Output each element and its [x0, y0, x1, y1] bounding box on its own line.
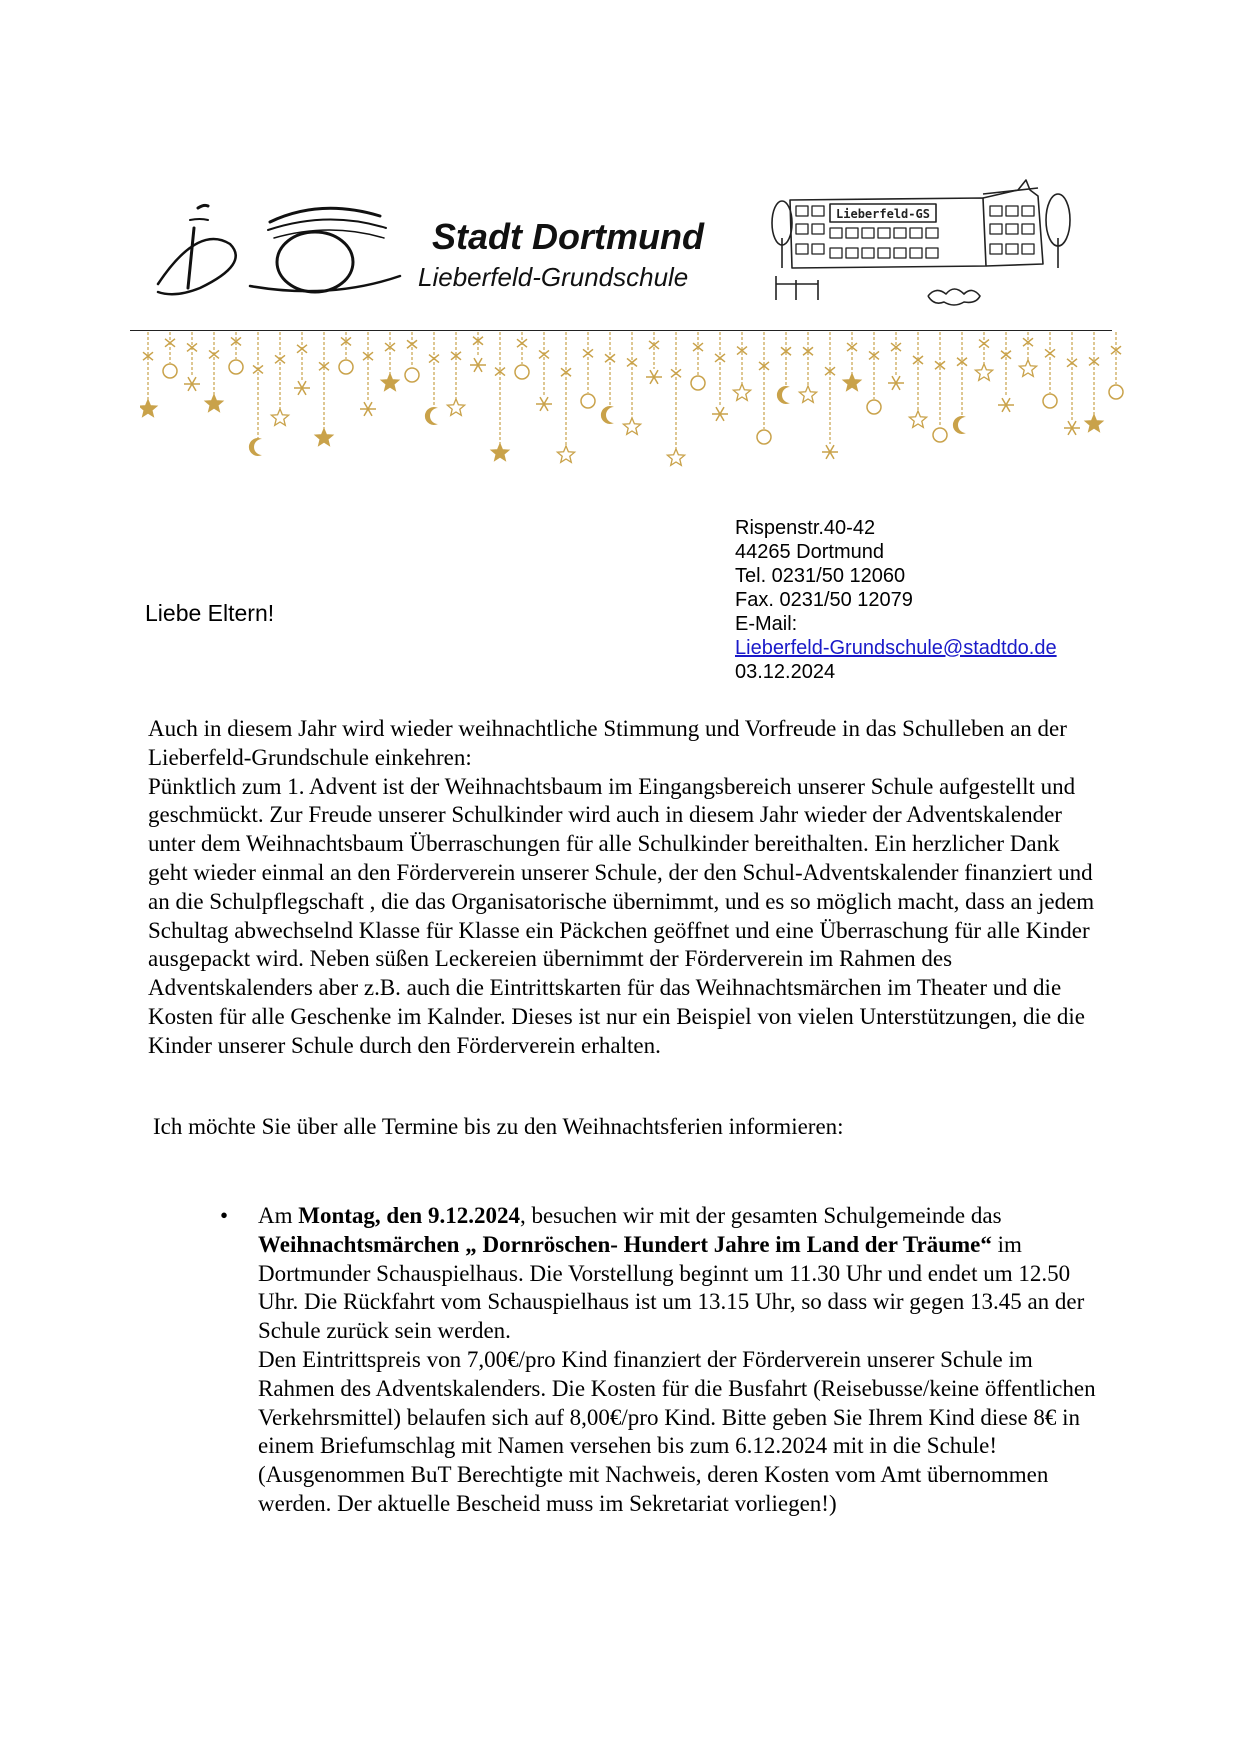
- address-phone: Tel. 0231/50 12060: [735, 565, 906, 587]
- school-name: Lieberfeld-Grundschule: [418, 262, 689, 292]
- ornament: [953, 332, 967, 434]
- school-sign-text: Lieberfeld-GS: [836, 207, 930, 221]
- ornament: [646, 332, 662, 384]
- school-building-drawing: [768, 168, 1078, 313]
- city-name: Stadt Dortmund: [432, 216, 704, 257]
- event-title: Weihnachtsmärchen „ Dornröschen- Hundert Jahre im Land der Träume“: [258, 1231, 992, 1257]
- header-divider: [130, 330, 1112, 331]
- ornament: [933, 332, 947, 442]
- ornament: [888, 332, 904, 390]
- address-city: 44265 Dortmund: [735, 541, 884, 563]
- ornament: [799, 332, 816, 402]
- ornament: [733, 332, 750, 400]
- ornament: [601, 332, 615, 424]
- ornament: [536, 332, 552, 411]
- ornament: [1064, 332, 1080, 435]
- ornament: [867, 332, 881, 414]
- event-prefix: Am: [258, 1203, 299, 1228]
- ornament: [822, 332, 838, 459]
- ornament: [271, 332, 288, 425]
- ornament: [1109, 332, 1123, 399]
- ornament: [975, 332, 992, 380]
- ornament: [843, 332, 860, 390]
- ornament: [909, 332, 926, 427]
- ornament: [360, 332, 376, 416]
- email-link[interactable]: Lieberfeld-Grundschule@stadtdo.de: [735, 637, 1057, 659]
- ornament: [163, 332, 177, 378]
- ornament: [229, 332, 243, 374]
- event-description: [258, 1202, 1100, 1346]
- christmas-ornament-garland: [140, 332, 1130, 492]
- event-after-date: , besuchen wir mit der gesamten Schulgemeinde das: [519, 1203, 1002, 1228]
- school-address-block: [735, 516, 1057, 684]
- ornament: [1043, 332, 1057, 408]
- event-list: [220, 1202, 1100, 1519]
- ornament: [294, 332, 310, 395]
- address-fax: Fax. 0231/50 12079: [735, 589, 913, 611]
- ornament: [339, 332, 353, 374]
- ornament: [205, 332, 222, 411]
- event-date: Montag, den 9.12.2024: [298, 1203, 520, 1228]
- termine-intro: Ich möchte Sie über alle Termine bis zu den Weihnachtsferien informieren:: [153, 1114, 844, 1139]
- ornament: [1019, 332, 1036, 376]
- ornament: [712, 332, 728, 421]
- intro-paragraph: Pünktlich zum 1. Advent ist der Weihnachtsbaum im Eingangsbereich unserer Schule aufgestellt und geschmückt. Zur Freude unserer Schulkinder wird auch in diesem Jahr wieder der Adventskalender unter dem Weihnachtsbaum Überraschungen für alle Schulkinder bereithalten. Ein herzlicher Dank geht wieder einmal an den Förderverein unserer Schule, der den Schul-Adventskalender finanziert und an die Schulpflegschaft , die das Organisatorische übernimmt, und es so möglich macht, dass an jedem Schultag abwechselnd Klasse für Klasse ein Päckchen geöffnet und eine Überraschung für alle Kinder ausgepackt wird. Neben süßen Leckereien übernimmt der Förderverein im Rahmen des Adventskalenders aber z.B. auch die Eintrittskarten für das Weihnachtsmärchen im Theater und die Kosten für alle Geschenke im Kalnder. Dieses ist nur ein Beispiel von vielen Unterstützungen, die die Kinder unserer Schule durch den Förderverein erhalten.: [148, 773, 1095, 1058]
- ornament: [491, 332, 508, 460]
- ornament: [623, 332, 640, 434]
- ornament: [249, 332, 263, 456]
- ornament: [777, 332, 791, 404]
- ornament: [425, 332, 439, 425]
- ornament: [140, 332, 157, 416]
- letter-date: 03.12.2024: [735, 661, 836, 683]
- list-item: [220, 1202, 1100, 1519]
- ornament: [581, 332, 595, 408]
- address-street: Rispenstr.40-42: [735, 517, 876, 539]
- ornament: [184, 332, 200, 391]
- ornament: [470, 332, 486, 372]
- address-email-label: E-Mail:: [735, 613, 798, 635]
- ornament: [1085, 332, 1102, 431]
- ornament: [381, 332, 398, 390]
- ornament: [998, 332, 1014, 412]
- ornament: [757, 332, 771, 444]
- event-costs: Den Eintrittspreis von 7,00€/pro Kind finanziert der Förderverein unserer Schule im Rahmen des Adventskalenders. Die Kosten für die Busfahrt (Reisebusse/keine öffentlichen Verkehrsmittel) belaufen sich auf 8,00€/pro Kind. Bitte geben Sie Ihrem Kind diese 8€ in einem Briefumschlag mit Namen versehen bis zum 6.12.2024 mit in die Schule! (Ausgenommen BuT Berechtigte mit Nachweis, deren Kosten vom Amt übernommen werden. Der aktuelle Bescheid muss im Sekretariat vorliegen!): [258, 1346, 1096, 1516]
- salutation: Liebe Eltern!: [145, 600, 275, 626]
- intro-text: [148, 715, 1098, 1061]
- ornament: [405, 332, 419, 382]
- ornament: [515, 332, 529, 379]
- ornament: [557, 332, 574, 462]
- event-details: im Dortmunder Schauspielhaus. Die Vorstellung beginnt um 11.30 Uhr und endet um 12.50 Uhr. Die Rückfahrt vom Schauspielhaus ist um 13.15 Uhr, so dass wir gegen 13.45 an der Schule zurück sein werden.: [258, 1231, 1085, 1344]
- ornament: [691, 332, 705, 390]
- dortmund-city-logo: [150, 200, 410, 300]
- bullet-icon: •: [220, 1203, 229, 1228]
- ornament: [315, 332, 332, 445]
- ornament: [667, 332, 684, 465]
- ornament: [447, 332, 464, 415]
- intro-line: Auch in diesem Jahr wird wieder weihnachtliche Stimmung und Vorfreude in das Schulleben an der Lieberfeld-Grundschule einkehren:: [148, 716, 1067, 770]
